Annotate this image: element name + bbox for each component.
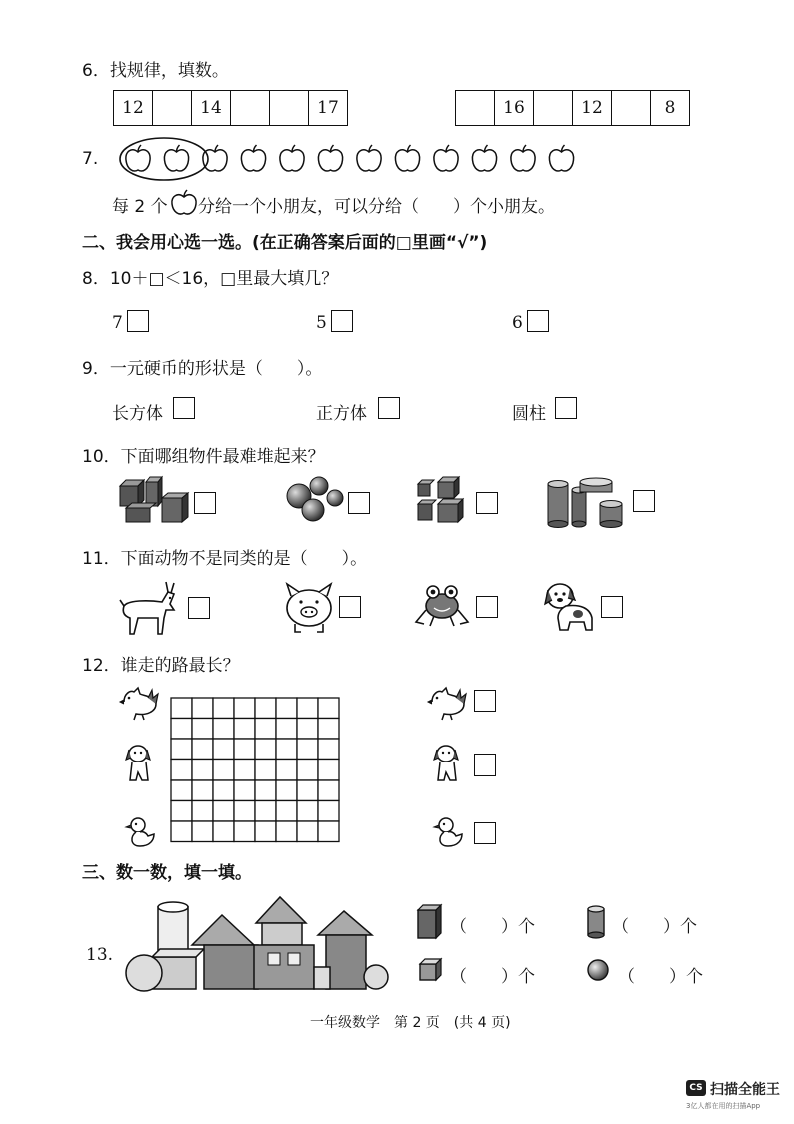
grid-cell: [213, 780, 234, 801]
grid-cell: [297, 821, 318, 842]
grid-cell: [171, 780, 192, 801]
grid-cell: [213, 821, 234, 842]
q13-answer-blank[interactable]: （ ）个: [450, 917, 535, 937]
q11-option-checkbox[interactable]: [188, 597, 210, 619]
q11-option-checkbox[interactable]: [601, 596, 623, 618]
grid-cell: [297, 760, 318, 781]
q6-blank-cell[interactable]: [611, 91, 650, 125]
q13-answer-blank[interactable]: （ ）个: [618, 967, 703, 987]
page-footer: 一年级数学 第 2 页 (共 4 页): [310, 1015, 511, 1031]
q9-option-label: 正方体: [316, 404, 367, 424]
q9-option-checkbox[interactable]: [378, 397, 400, 419]
grid-cell: [171, 821, 192, 842]
q11-title: 11．下面动物不是同类的是（ ）。: [82, 549, 368, 569]
grid-cell: [255, 821, 276, 842]
grid-cell: [234, 719, 255, 740]
grid-cell: [318, 739, 339, 760]
grid-cell: [171, 719, 192, 740]
q7-number: 7.: [82, 149, 99, 169]
apple-icon: [395, 145, 419, 171]
grid-cell: [171, 739, 192, 760]
q9-option-checkbox[interactable]: [555, 397, 577, 419]
q6-blank-cell[interactable]: [269, 91, 308, 125]
grid-cell: [318, 801, 339, 822]
cube-icon: [418, 958, 444, 982]
q9-option-label: 圆柱: [512, 404, 546, 424]
grid-cell: [276, 801, 297, 822]
grid-cell: [276, 698, 297, 719]
grid-cell: [234, 760, 255, 781]
q8-option-label: 7: [112, 313, 123, 333]
q9-title: 9．一元硬币的形状是（ ）。: [82, 359, 323, 379]
grid-cell: [276, 739, 297, 760]
dog-icon: [432, 744, 464, 784]
q10-title: 10．下面哪组物件最难堆起来？: [82, 447, 325, 467]
q11-option-checkbox[interactable]: [476, 596, 498, 618]
grid-cell: [213, 760, 234, 781]
q10-option-checkbox[interactable]: [633, 490, 655, 512]
grid-cell: [276, 821, 297, 842]
path-grid: [170, 697, 342, 843]
camscanner-logo: CS: [686, 1080, 706, 1096]
duck-icon: [434, 816, 464, 848]
q12-option-checkbox[interactable]: [474, 690, 496, 712]
q8-option-checkbox[interactable]: [331, 310, 353, 332]
apple-icon: [170, 189, 198, 217]
apple-row-illustration: [118, 136, 588, 182]
q6-sequence-1: [113, 90, 348, 126]
q10-option-checkbox[interactable]: [194, 492, 216, 514]
q12-option-checkbox[interactable]: [474, 754, 496, 776]
q8-option-checkbox[interactable]: [527, 310, 549, 332]
grid-cell: [318, 760, 339, 781]
q13-number: 13.: [86, 945, 114, 965]
dog-icon: [124, 744, 156, 784]
q8-option-label: 5: [316, 313, 327, 333]
q12-title: 12．谁走的路最长？: [82, 656, 240, 676]
spheres-image: [285, 476, 345, 522]
grid-cell: [318, 719, 339, 740]
sphere-icon: [586, 958, 610, 982]
q6-cell: 16: [494, 91, 533, 125]
grid-cell: [234, 821, 255, 842]
apple-icon: [241, 145, 265, 171]
grid-cell: [297, 739, 318, 760]
grid-cell: [171, 698, 192, 719]
q9-option-checkbox[interactable]: [173, 397, 195, 419]
apple-icon: [126, 145, 150, 171]
q6-cell: 14: [191, 91, 230, 125]
grid-cell: [234, 698, 255, 719]
q11-option-checkbox[interactable]: [339, 596, 361, 618]
q6-cell: 12: [572, 91, 611, 125]
grid-cell: [276, 760, 297, 781]
section2-title: 二、我会用心选一选。(在正确答案后面的□里画“√”): [82, 233, 488, 253]
apple-icon: [164, 145, 188, 171]
grid-cell: [192, 801, 213, 822]
rooster-icon: [428, 686, 468, 720]
grid-cell: [318, 821, 339, 842]
q7-text-after: 分给一个小朋友，可以分给（ ）个小朋友。: [198, 197, 555, 217]
grid-cell: [171, 801, 192, 822]
q9-option-label: 长方体: [112, 404, 163, 424]
q6-cell: 17: [308, 91, 347, 125]
grid-cell: [192, 760, 213, 781]
grid-cell: [297, 698, 318, 719]
grid-cell: [213, 698, 234, 719]
q8-title: 8．10＋□＜16，□里最大填几？: [82, 269, 339, 289]
dog-icon: [544, 578, 596, 634]
grid-cell: [318, 698, 339, 719]
grid-cell: [234, 780, 255, 801]
q6-title: 6．找规律，填数。: [82, 61, 229, 81]
grid-cell: [192, 821, 213, 842]
watermark-title: 扫描全能王: [710, 1082, 780, 1098]
q6-blank-cell[interactable]: [230, 91, 269, 125]
apple-icon: [318, 145, 342, 171]
grid-cell: [234, 739, 255, 760]
grid-cell: [255, 739, 276, 760]
grid-cell: [192, 719, 213, 740]
cuboid-stack-image: [118, 474, 190, 524]
q10-option-checkbox[interactable]: [476, 492, 498, 514]
grid-cell: [297, 801, 318, 822]
building-blocks-illustration: [122, 895, 394, 995]
watermark-subtitle: 3亿人都在用的扫描App: [686, 1102, 761, 1110]
apple-icon: [434, 145, 458, 171]
grid-cell: [213, 719, 234, 740]
apple-icon: [357, 145, 381, 171]
grid-cell: [192, 698, 213, 719]
cylinder-icon: [586, 904, 608, 940]
section3-title: 三、数一数，填一填。: [82, 863, 252, 883]
q6-cell: 8: [650, 91, 689, 125]
apple-icon: [511, 145, 535, 171]
cuboid-icon: [416, 904, 444, 940]
goat-icon: [118, 578, 182, 638]
apple-icon: [203, 145, 227, 171]
grid-cell: [192, 739, 213, 760]
q8-option-checkbox[interactable]: [127, 310, 149, 332]
grid-cell: [255, 801, 276, 822]
q13-answer-blank[interactable]: （ ）个: [450, 967, 535, 987]
grid-cell: [255, 760, 276, 781]
q6-blank-cell[interactable]: [456, 91, 494, 125]
grid-cell: [276, 719, 297, 740]
q6-sequence-2: [455, 90, 690, 126]
q12-option-checkbox[interactable]: [474, 822, 496, 844]
grid-cell: [213, 739, 234, 760]
apple-icon: [280, 145, 304, 171]
grid-cell: [192, 780, 213, 801]
grid-cell: [234, 801, 255, 822]
grid-cell: [297, 780, 318, 801]
q7-text-before: 每 2 个: [112, 197, 168, 217]
q8-option-label: 6: [512, 313, 523, 333]
q6-blank-cell[interactable]: [152, 91, 191, 125]
cube-stack-image: [416, 476, 468, 524]
apple-icon: [549, 145, 573, 171]
q6-blank-cell[interactable]: [533, 91, 572, 125]
q13-answer-blank[interactable]: （ ）个: [612, 917, 697, 937]
duck-icon: [126, 816, 156, 848]
grid-cell: [255, 698, 276, 719]
cylinder-stack-image: [546, 476, 626, 528]
frog-icon: [414, 580, 470, 628]
grid-cell: [213, 801, 234, 822]
q10-option-checkbox[interactable]: [348, 492, 370, 514]
grid-cell: [297, 719, 318, 740]
q6-cell: 12: [122, 98, 144, 118]
grid-cell: [255, 719, 276, 740]
pig-icon: [283, 580, 335, 636]
rooster-icon: [120, 686, 160, 720]
grid-cell: [255, 780, 276, 801]
apple-icon: [472, 145, 496, 171]
grid-cell: [318, 780, 339, 801]
grid-cell: [276, 780, 297, 801]
grid-cell: [171, 760, 192, 781]
